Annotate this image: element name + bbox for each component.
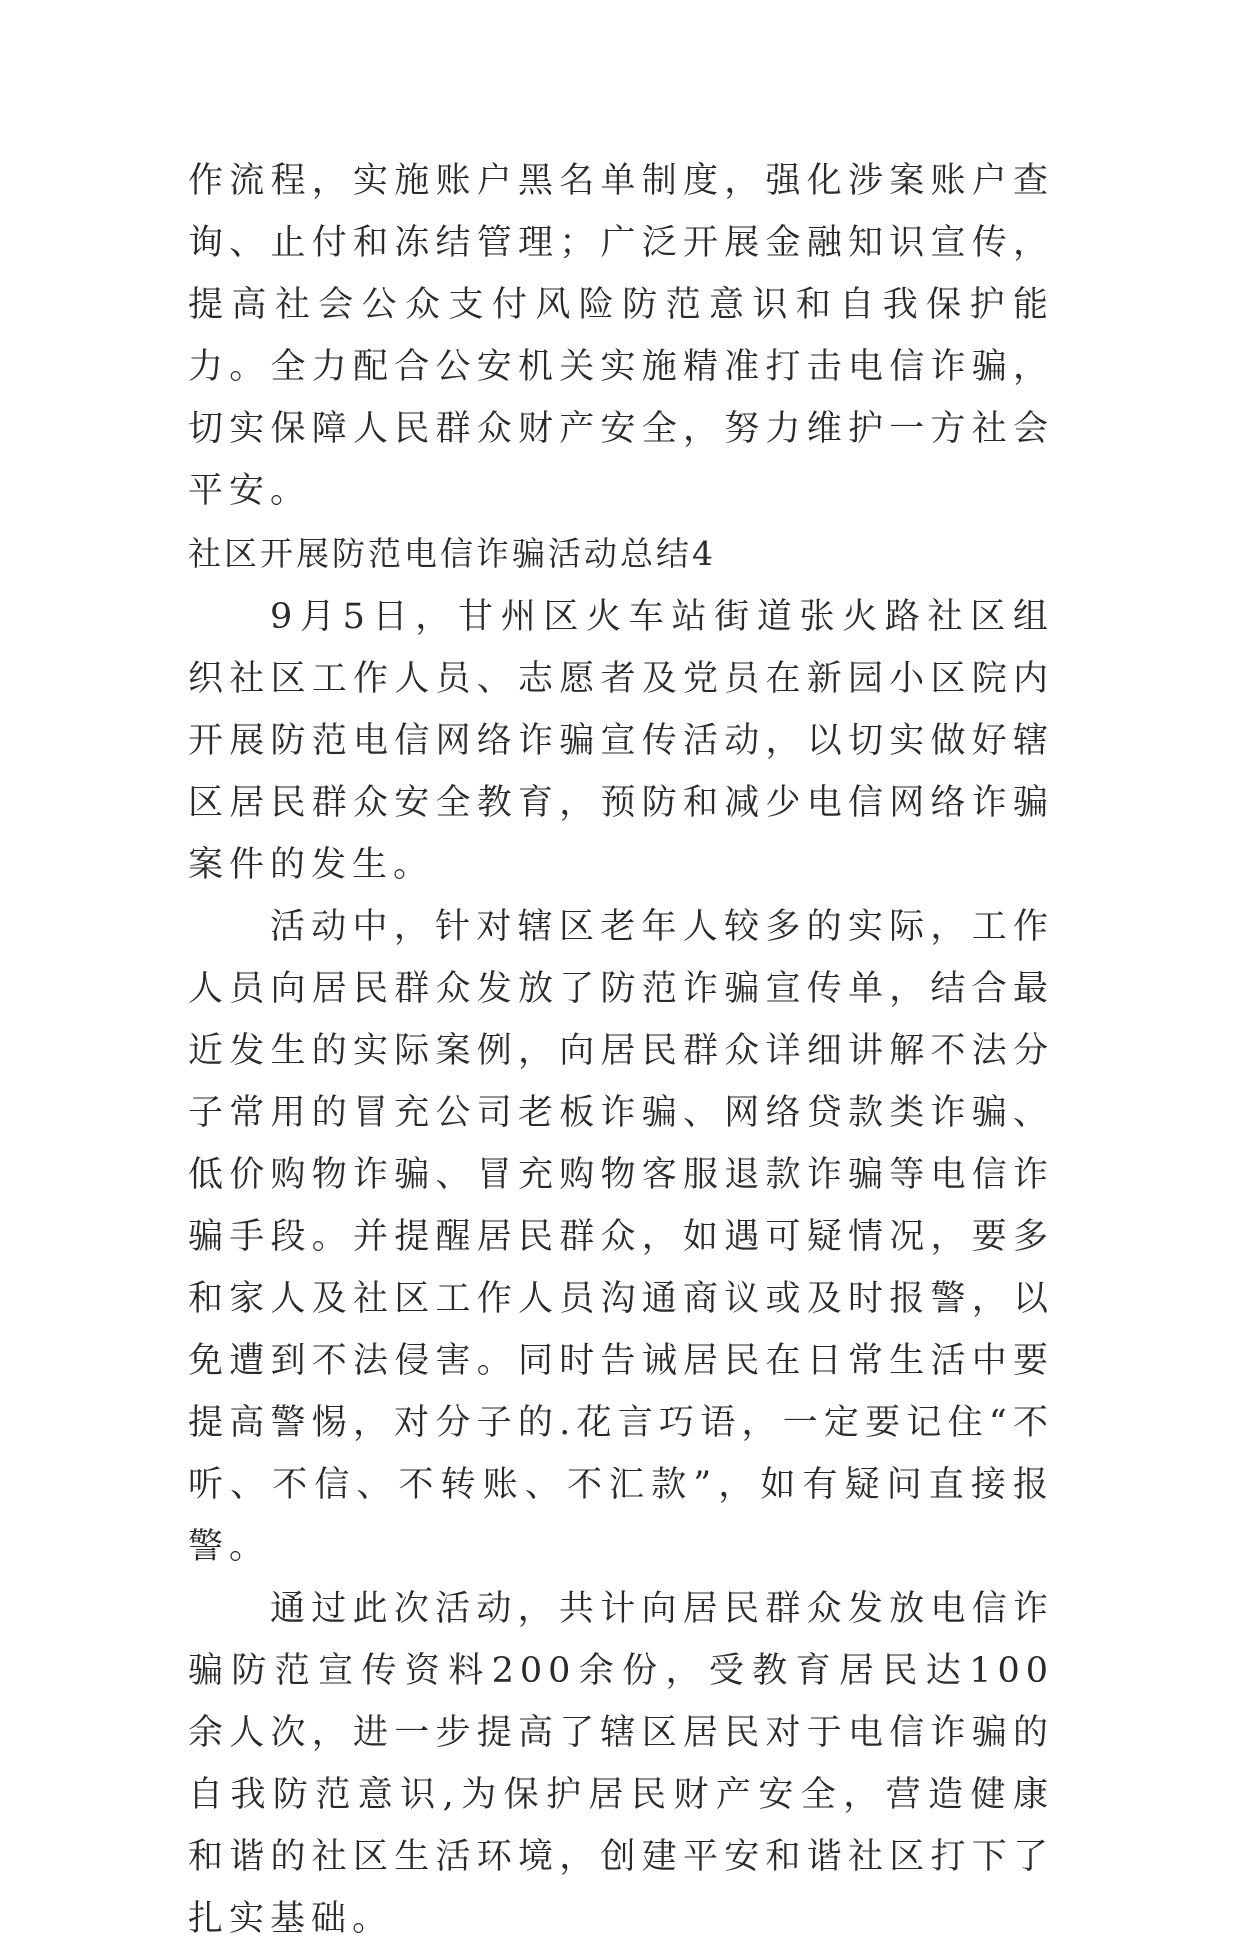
paragraph-activity-details: 活动中，针对辖区老年人较多的实际，工作人员向居民群众发放了防范诈骗宣传单，结合最近发生的实际案例，向居民群众详细讲解不法分子常用的冒充公司老板诈骗、网络贷款类诈骗、低价购物诈骗、冒充购物客服退款诈骗等电信诈骗手段。并提醒居民群众，如遇可疑情况，要多和家人及社区工作人员沟通商议或及时报警，以免遭到不法侵害。同时告诫居民在日常生活中要提高警惕，对分子的.花言巧语，一定要记住“不听、不信、不转账、不汇款”，如有疑问直接报警。: [188, 907, 1054, 1567]
section-heading: 社区开展防范电信诈骗活动总结4: [188, 534, 716, 573]
document-page: [188, 150, 1054, 1950]
paragraph-results: 通过此次活动，共计向居民群众发放电信诈骗防范宣传资料200余份，受教育居民达100余人次，进一步提高了辖区居民对于电信诈骗的自我防范意识,为保护居民财产安全，营造健康和谐的社区生活环境，创建平安和谐社区打下了扎实基础。: [188, 1589, 1054, 1939]
paragraph-continuation: 作流程，实施账户黑名单制度，强化涉案账户查询、止付和冻结管理；广泛开展金融知识宣传，提高社会公众支付风险防范意识和自我保护能力。全力配合公安机关实施精准打击电信诈骗，切实保障人民群众财产安全，努力维护一方社会平安。: [188, 161, 1054, 511]
paragraph-event-intro: 9月5日，甘州区火车站街道张火路社区组织社区工作人员、志愿者及党员在新园小区院内开展防范电信网络诈骗宣传活动，以切实做好辖区居民群众安全教育，预防和减少电信网络诈骗案件的发生。: [188, 597, 1054, 885]
